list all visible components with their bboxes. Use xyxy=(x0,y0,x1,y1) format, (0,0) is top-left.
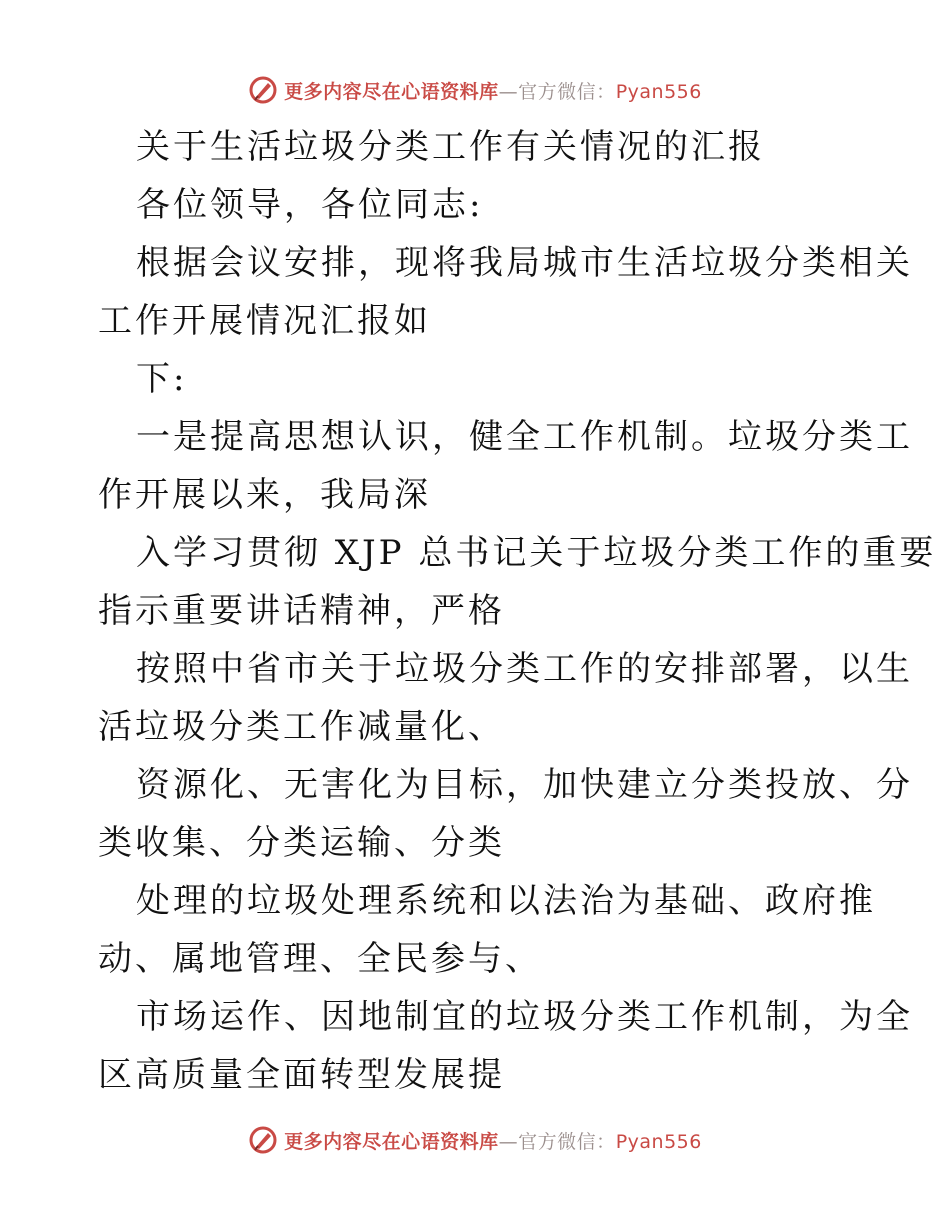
quill-logo-icon xyxy=(248,1125,278,1155)
text-line: 一是提高思想认识，健全工作机制。垃圾分类工 xyxy=(136,417,913,457)
watermark-text xyxy=(284,1127,702,1154)
watermark-text xyxy=(284,77,702,104)
text-line: 市场运作、因地制宜的垃圾分类工作机制，为全 xyxy=(136,997,913,1037)
text-line: 按照中省市关于垃圾分类工作的安排部署，以生 xyxy=(136,649,913,689)
text-line: 类收集、分类运输、分类 xyxy=(98,823,505,863)
watermark-wechat-label: 官方微信： xyxy=(518,1130,616,1153)
salutation: 各位领导，各位同志: xyxy=(136,185,484,225)
text-line: 动、属地管理、全民参与、 xyxy=(98,939,542,979)
text-line: 处理的垃圾处理系统和以法治为基础、政府推 xyxy=(136,881,876,921)
quill-logo-icon xyxy=(248,75,278,105)
document-title: 关于生活垃圾分类工作有关情况的汇报 xyxy=(136,127,765,167)
watermark-separator: — xyxy=(498,1130,519,1153)
watermark-wechat-label: 官方微信： xyxy=(518,80,616,103)
text-line: 资源化、无害化为目标，加快建立分类投放、分 xyxy=(136,765,913,805)
watermark-library-name: 更多内容尽在心语资料库 xyxy=(284,80,499,103)
header-watermark xyxy=(0,70,950,110)
text-line: 入学习贯彻 XJP 总书记关于垃圾分类工作的重要 xyxy=(136,533,937,573)
watermark-wechat-id: Pyan556 xyxy=(615,1130,702,1153)
watermark-separator: — xyxy=(498,80,519,103)
text-line: 工作开展情况汇报如 xyxy=(98,301,431,341)
watermark-wechat-id: Pyan556 xyxy=(615,80,702,103)
text-line: 活垃圾分类工作减量化、 xyxy=(98,707,505,747)
text-line: 指示重要讲话精神，严格 xyxy=(98,591,505,631)
footer-watermark xyxy=(0,1120,950,1160)
watermark-library-name: 更多内容尽在心语资料库 xyxy=(284,1130,499,1153)
text-line: 作开展以来，我局深 xyxy=(98,475,431,515)
text-line: 根据会议安排，现将我局城市生活垃圾分类相关 xyxy=(136,243,913,283)
text-line: 区高质量全面转型发展提 xyxy=(98,1055,505,1095)
document-body xyxy=(98,118,937,1104)
text-line: 下: xyxy=(136,359,188,399)
